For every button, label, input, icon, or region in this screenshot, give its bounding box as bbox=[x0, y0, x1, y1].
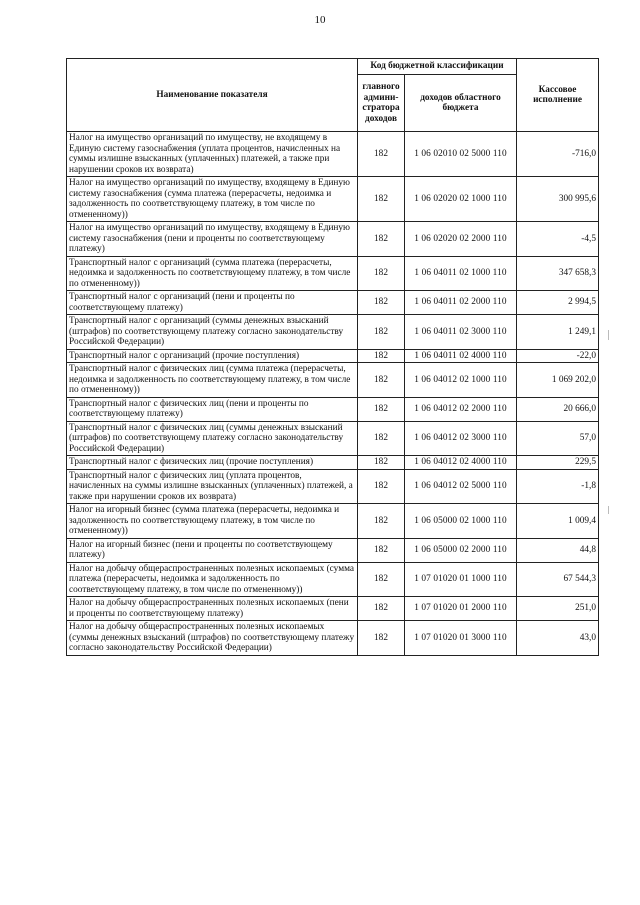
row-income-code: 1 06 04011 02 4000 110 bbox=[405, 349, 517, 363]
row-name: Налог на добычу общераспространенных полезных ископаемых (суммы денежных взысканий (штрафов) по соответствующему платежу согласно законодательству Российской Федерации) bbox=[67, 621, 358, 656]
table-row bbox=[67, 562, 599, 597]
row-name: Налог на добычу общераспространенных полезных ископаемых (сумма платежа (перерасчеты, недоимка и задолженность по соответствующему платежу, в том числе по отмененному)) bbox=[67, 562, 358, 597]
row-admin-code: 182 bbox=[358, 397, 405, 421]
row-income-code: 1 06 04011 02 1000 110 bbox=[405, 256, 517, 291]
row-admin-code: 182 bbox=[358, 291, 405, 315]
table-row bbox=[67, 177, 599, 222]
header-income-code: доходов областного бюджета bbox=[405, 75, 517, 132]
row-admin-code: 182 bbox=[358, 621, 405, 656]
header-admin: главного админи-стратора доходов bbox=[358, 75, 405, 132]
table-row bbox=[67, 421, 599, 456]
row-admin-code: 182 bbox=[358, 222, 405, 257]
row-name: Налог на имущество организаций по имуществу, входящему в Единую систему газоснабжения (пени и проценты по соответствующему платежу) bbox=[67, 222, 358, 257]
table-row bbox=[67, 621, 599, 656]
scan-mark bbox=[608, 506, 609, 514]
row-admin-code: 182 bbox=[358, 456, 405, 470]
row-income-code: 1 06 04012 02 1000 110 bbox=[405, 363, 517, 398]
row-amount: 43,0 bbox=[517, 621, 599, 656]
table-row bbox=[67, 597, 599, 621]
row-name: Транспортный налог с организаций (суммы денежных взысканий (штрафов) по соответствующему платежу согласно законодательству Российской Федерации) bbox=[67, 315, 358, 350]
row-name: Транспортный налог с физических лиц (сумма платежа (перерасчеты, недоимка и задолженность по соответствующему платежу, в том числе по отмененному)) bbox=[67, 363, 358, 398]
row-amount: 1 249,1 bbox=[517, 315, 599, 350]
row-name: Транспортный налог с организаций (прочие поступления) bbox=[67, 349, 358, 363]
row-income-code: 1 06 04011 02 3000 110 bbox=[405, 315, 517, 350]
row-income-code: 1 06 04012 02 4000 110 bbox=[405, 456, 517, 470]
row-income-code: 1 06 04012 02 5000 110 bbox=[405, 469, 517, 504]
row-admin-code: 182 bbox=[358, 256, 405, 291]
row-name: Налог на добычу общераспространенных полезных ископаемых (пени и проценты по соответствующему платежу) bbox=[67, 597, 358, 621]
table-row bbox=[67, 469, 599, 504]
header-name: Наименование показателя bbox=[67, 59, 358, 132]
row-amount: 44,8 bbox=[517, 538, 599, 562]
header-cash-execution: Кассовое исполнение bbox=[517, 59, 599, 132]
row-admin-code: 182 bbox=[358, 132, 405, 177]
table-row bbox=[67, 504, 599, 539]
row-income-code: 1 06 05000 02 2000 110 bbox=[405, 538, 517, 562]
row-income-code: 1 06 02010 02 5000 110 bbox=[405, 132, 517, 177]
table-row bbox=[67, 222, 599, 257]
table-row bbox=[67, 315, 599, 350]
row-amount: 2 994,5 bbox=[517, 291, 599, 315]
budget-table bbox=[66, 58, 599, 656]
row-admin-code: 182 bbox=[358, 562, 405, 597]
row-amount: 20 666,0 bbox=[517, 397, 599, 421]
row-admin-code: 182 bbox=[358, 469, 405, 504]
scan-mark bbox=[608, 330, 609, 340]
row-amount: 1 009,4 bbox=[517, 504, 599, 539]
page-number: 10 bbox=[314, 14, 326, 26]
table-body bbox=[67, 132, 599, 656]
row-income-code: 1 06 04012 02 3000 110 bbox=[405, 421, 517, 456]
header-classification-code: Код бюджетной классификации bbox=[358, 59, 517, 75]
row-admin-code: 182 bbox=[358, 177, 405, 222]
row-admin-code: 182 bbox=[358, 349, 405, 363]
row-name: Транспортный налог с физических лиц (пени и проценты по соответствующему платежу) bbox=[67, 397, 358, 421]
row-admin-code: 182 bbox=[358, 363, 405, 398]
row-name: Транспортный налог с физических лиц (суммы денежных взысканий (штрафов) по соответствующему платежу согласно законодательству Российской Федерации) bbox=[67, 421, 358, 456]
table-row bbox=[67, 256, 599, 291]
row-admin-code: 182 bbox=[358, 315, 405, 350]
row-name: Транспортный налог с организаций (сумма платежа (перерасчеты, недоимка и задолженность по соответствующему платежу, в том числе по отмененному)) bbox=[67, 256, 358, 291]
row-amount: 57,0 bbox=[517, 421, 599, 456]
row-amount: -4,5 bbox=[517, 222, 599, 257]
row-name: Транспортный налог с физических лиц (уплата процентов, начисленных на суммы излишне взысканных (уплаченных) платежей, а также при нарушении сроков их возврата) bbox=[67, 469, 358, 504]
table-row bbox=[67, 456, 599, 470]
row-amount: 300 995,6 bbox=[517, 177, 599, 222]
row-name: Транспортный налог с организаций (пени и проценты по соответствующему платежу) bbox=[67, 291, 358, 315]
table-header bbox=[67, 59, 599, 132]
row-income-code: 1 07 01020 01 3000 110 bbox=[405, 621, 517, 656]
row-name: Транспортный налог с физических лиц (прочие поступления) bbox=[67, 456, 358, 470]
row-name: Налог на игорный бизнес (сумма платежа (перерасчеты, недоимка и задолженность по соответствующему платежу, в том числе по отмененному)) bbox=[67, 504, 358, 539]
row-amount: 251,0 bbox=[517, 597, 599, 621]
row-amount: -716,0 bbox=[517, 132, 599, 177]
row-amount: 347 658,3 bbox=[517, 256, 599, 291]
row-admin-code: 182 bbox=[358, 421, 405, 456]
row-amount: 229,5 bbox=[517, 456, 599, 470]
row-income-code: 1 07 01020 01 1000 110 bbox=[405, 562, 517, 597]
row-amount: 1 069 202,0 bbox=[517, 363, 599, 398]
table-row bbox=[67, 363, 599, 398]
row-income-code: 1 06 05000 02 1000 110 bbox=[405, 504, 517, 539]
row-amount: 67 544,3 bbox=[517, 562, 599, 597]
row-income-code: 1 07 01020 01 2000 110 bbox=[405, 597, 517, 621]
row-income-code: 1 06 04011 02 2000 110 bbox=[405, 291, 517, 315]
table-row bbox=[67, 538, 599, 562]
table-row bbox=[67, 349, 599, 363]
row-name: Налог на игорный бизнес (пени и проценты по соответствующему платежу) bbox=[67, 538, 358, 562]
row-name: Налог на имущество организаций по имуществу, входящему в Единую систему газоснабжения (сумма платежа (перерасчеты, недоимка и задолженность по соответствующему платежу, в том числе по отмененному)) bbox=[67, 177, 358, 222]
row-name: Налог на имущество организаций по имуществу, не входящему в Единую систему газоснабжения (уплата процентов, начисленных на суммы излишне взысканных (уплаченных) платежей, а также при нарушении сроков их возврата) bbox=[67, 132, 358, 177]
row-amount: -1,8 bbox=[517, 469, 599, 504]
table-row bbox=[67, 397, 599, 421]
table-row bbox=[67, 132, 599, 177]
table-row bbox=[67, 291, 599, 315]
row-income-code: 1 06 02020 02 2000 110 bbox=[405, 222, 517, 257]
row-admin-code: 182 bbox=[358, 538, 405, 562]
row-admin-code: 182 bbox=[358, 504, 405, 539]
row-income-code: 1 06 02020 02 1000 110 bbox=[405, 177, 517, 222]
row-admin-code: 182 bbox=[358, 597, 405, 621]
row-income-code: 1 06 04012 02 2000 110 bbox=[405, 397, 517, 421]
row-amount: -22,0 bbox=[517, 349, 599, 363]
